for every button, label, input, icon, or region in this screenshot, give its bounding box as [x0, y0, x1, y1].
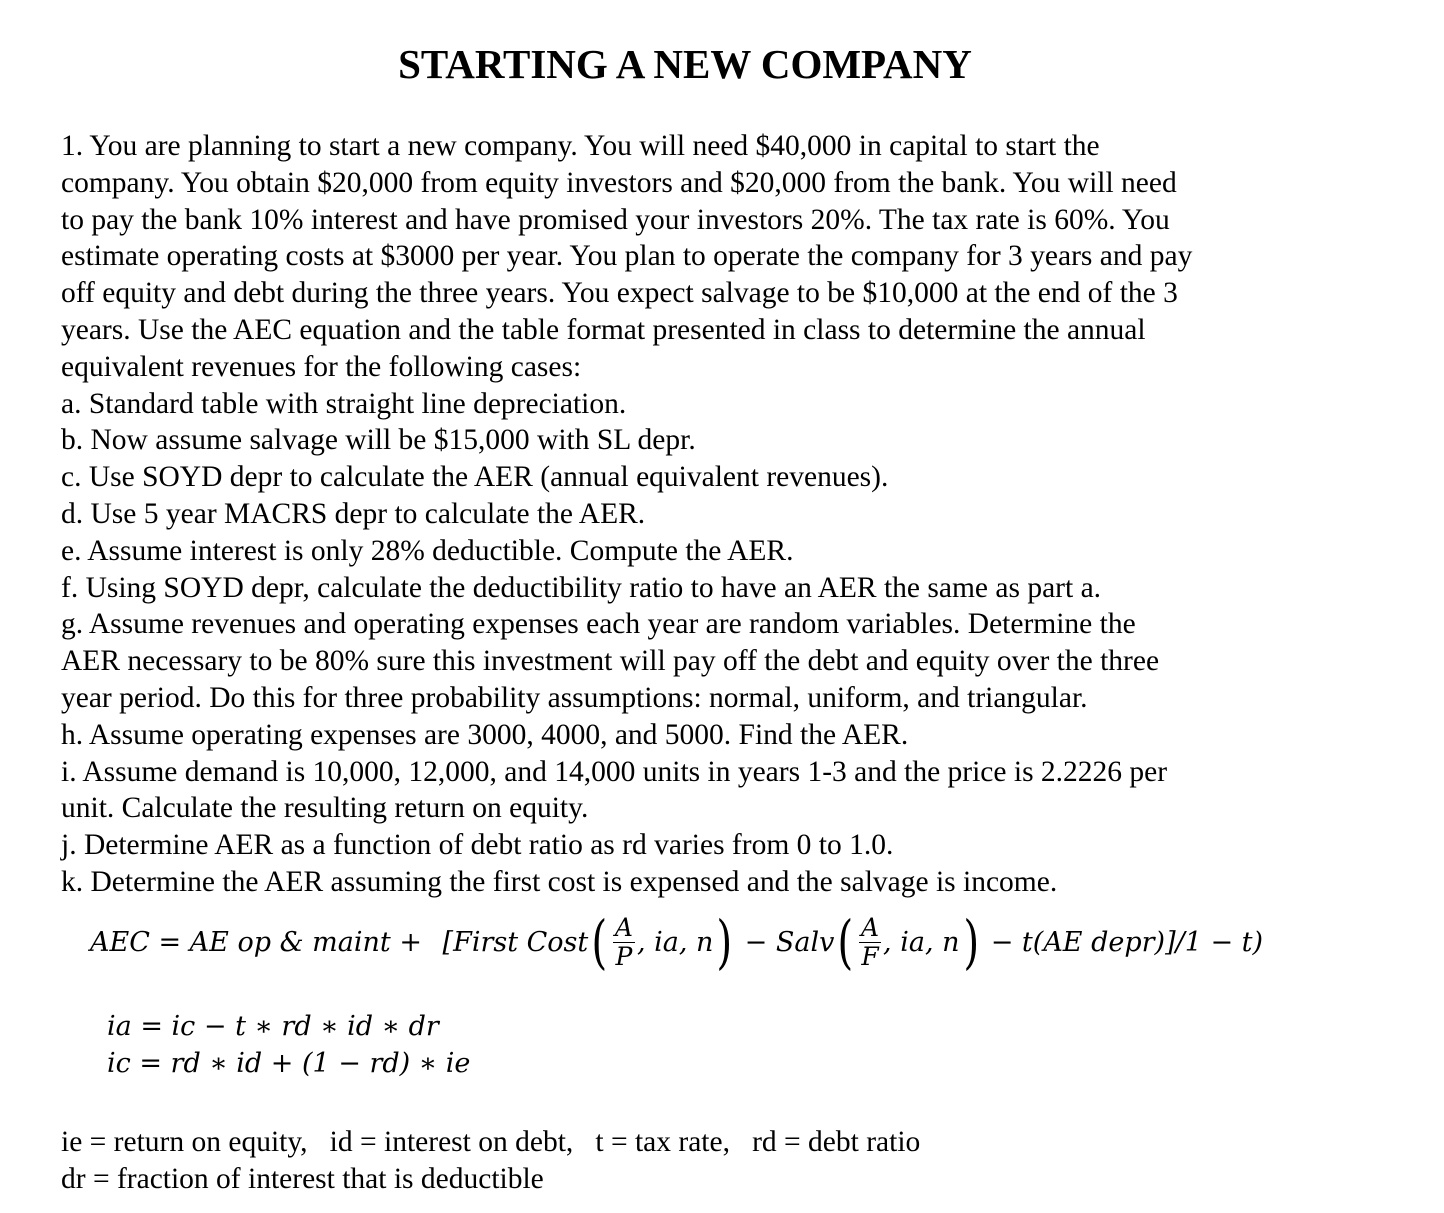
problem-line: 1. You are planning to start a new company. You will need $40,000 in capital to start the: [61, 130, 1100, 162]
problem-line: to pay the bank 10% interest and have promised your investors 20%. The tax rate is 60%. You: [61, 203, 1170, 236]
ic-equation: ic = rd ∗ id + (1 − rd) ∗ ie: [107, 1048, 471, 1079]
page-title: STARTING A NEW COMPANY: [398, 41, 972, 87]
fraction-numerator: A: [614, 912, 633, 942]
left-paren: (: [837, 908, 854, 976]
capital-recovery-factor: [588, 908, 736, 976]
list-item-h: h. Assume operating expenses are 3000, 4000, and 5000. Find the AER.: [61, 718, 909, 751]
aec-equation: [90, 907, 1263, 977]
factor-args: , ia, n: [636, 926, 714, 958]
list-item-a: a. Standard table with straight line depreciation.: [61, 387, 627, 420]
fraction-denominator: F: [861, 941, 879, 971]
problem-line: estimate operating costs at $3000 per year. You plan to operate the company for 3 years and pay: [61, 240, 1193, 273]
right-paren: ): [962, 908, 979, 976]
aec-lhs: AEC = AE op & maint +: [90, 926, 431, 958]
list-item-c: c. Use SOYD depr to calculate the AER (annual equivalent revenues).: [61, 461, 889, 494]
list-item-b: b. Now assume salvage will be $15,000 with SL depr.: [61, 424, 696, 457]
list-item-i-cont: unit. Calculate the resulting return on equity.: [61, 792, 589, 825]
problem-line: company. You obtain $20,000 from equity investors and $20,000 from the bank. You will need: [61, 166, 1177, 199]
first-cost-term: [First Cost: [442, 926, 589, 958]
factor-args: , ia, n: [883, 926, 960, 958]
left-paren: (: [591, 908, 608, 976]
list-item-k: k. Determine the AER assuming the first cost is expensed and the salvage is income.: [61, 865, 1058, 898]
problem-line: off equity and debt during the three years. You expect salvage to be $10,000 at the end of the 3: [61, 277, 1178, 310]
fraction-a-over-p: [613, 914, 635, 971]
problem-line: years. Use the AEC equation and the table format presented in class to determine the annual: [61, 313, 1146, 346]
right-paren: ): [716, 908, 733, 976]
ia-equation: ia = ic − t ∗ rd ∗ id ∗ dr: [107, 1011, 439, 1042]
list-item-e: e. Assume interest is only 28% deductible. Compute the AER.: [61, 534, 794, 567]
list-item-g-cont: year period. Do this for three probability assumptions: normal, uniform, and triangular.: [61, 681, 1088, 714]
fraction-a-over-f: [859, 914, 881, 971]
list-item-d: d. Use 5 year MACRS depr to calculate the AER.: [61, 497, 646, 530]
list-item-j: j. Determine AER as a function of debt ratio as rd varies from 0 to 1.0.: [61, 829, 894, 862]
salvage-term: − Salv: [736, 926, 835, 958]
sinking-fund-factor: [834, 908, 982, 976]
list-item-f: f. Using SOYD depr, calculate the deductibility ratio to have an AER the same as part a.: [61, 571, 1102, 604]
variable-definitions: [61, 1124, 920, 1198]
list-item-g: g. Assume revenues and operating expenses each year are random variables. Determine the: [61, 608, 1136, 641]
depreciation-term: − t(AE depr)]/1 − t): [982, 926, 1264, 958]
list-item-i: i. Assume demand is 10,000, 12,000, and 14,000 units in years 1-3 and the price is 2.2226 per: [61, 755, 1168, 788]
fraction-denominator: P: [615, 941, 633, 971]
definitions-line-2: dr = fraction of interest that is deductible: [61, 1162, 544, 1195]
fraction-numerator: A: [860, 912, 880, 942]
problem-statement: [61, 128, 1331, 901]
problem-line: equivalent revenues for the following cases:: [61, 350, 582, 383]
definitions-line-1: ie = return on equity, id = interest on debt, t = tax rate, rd = debt ratio: [61, 1126, 921, 1158]
list-item-g-cont: AER necessary to be 80% sure this investment will pay off the debt and equity over the three: [61, 645, 1160, 678]
